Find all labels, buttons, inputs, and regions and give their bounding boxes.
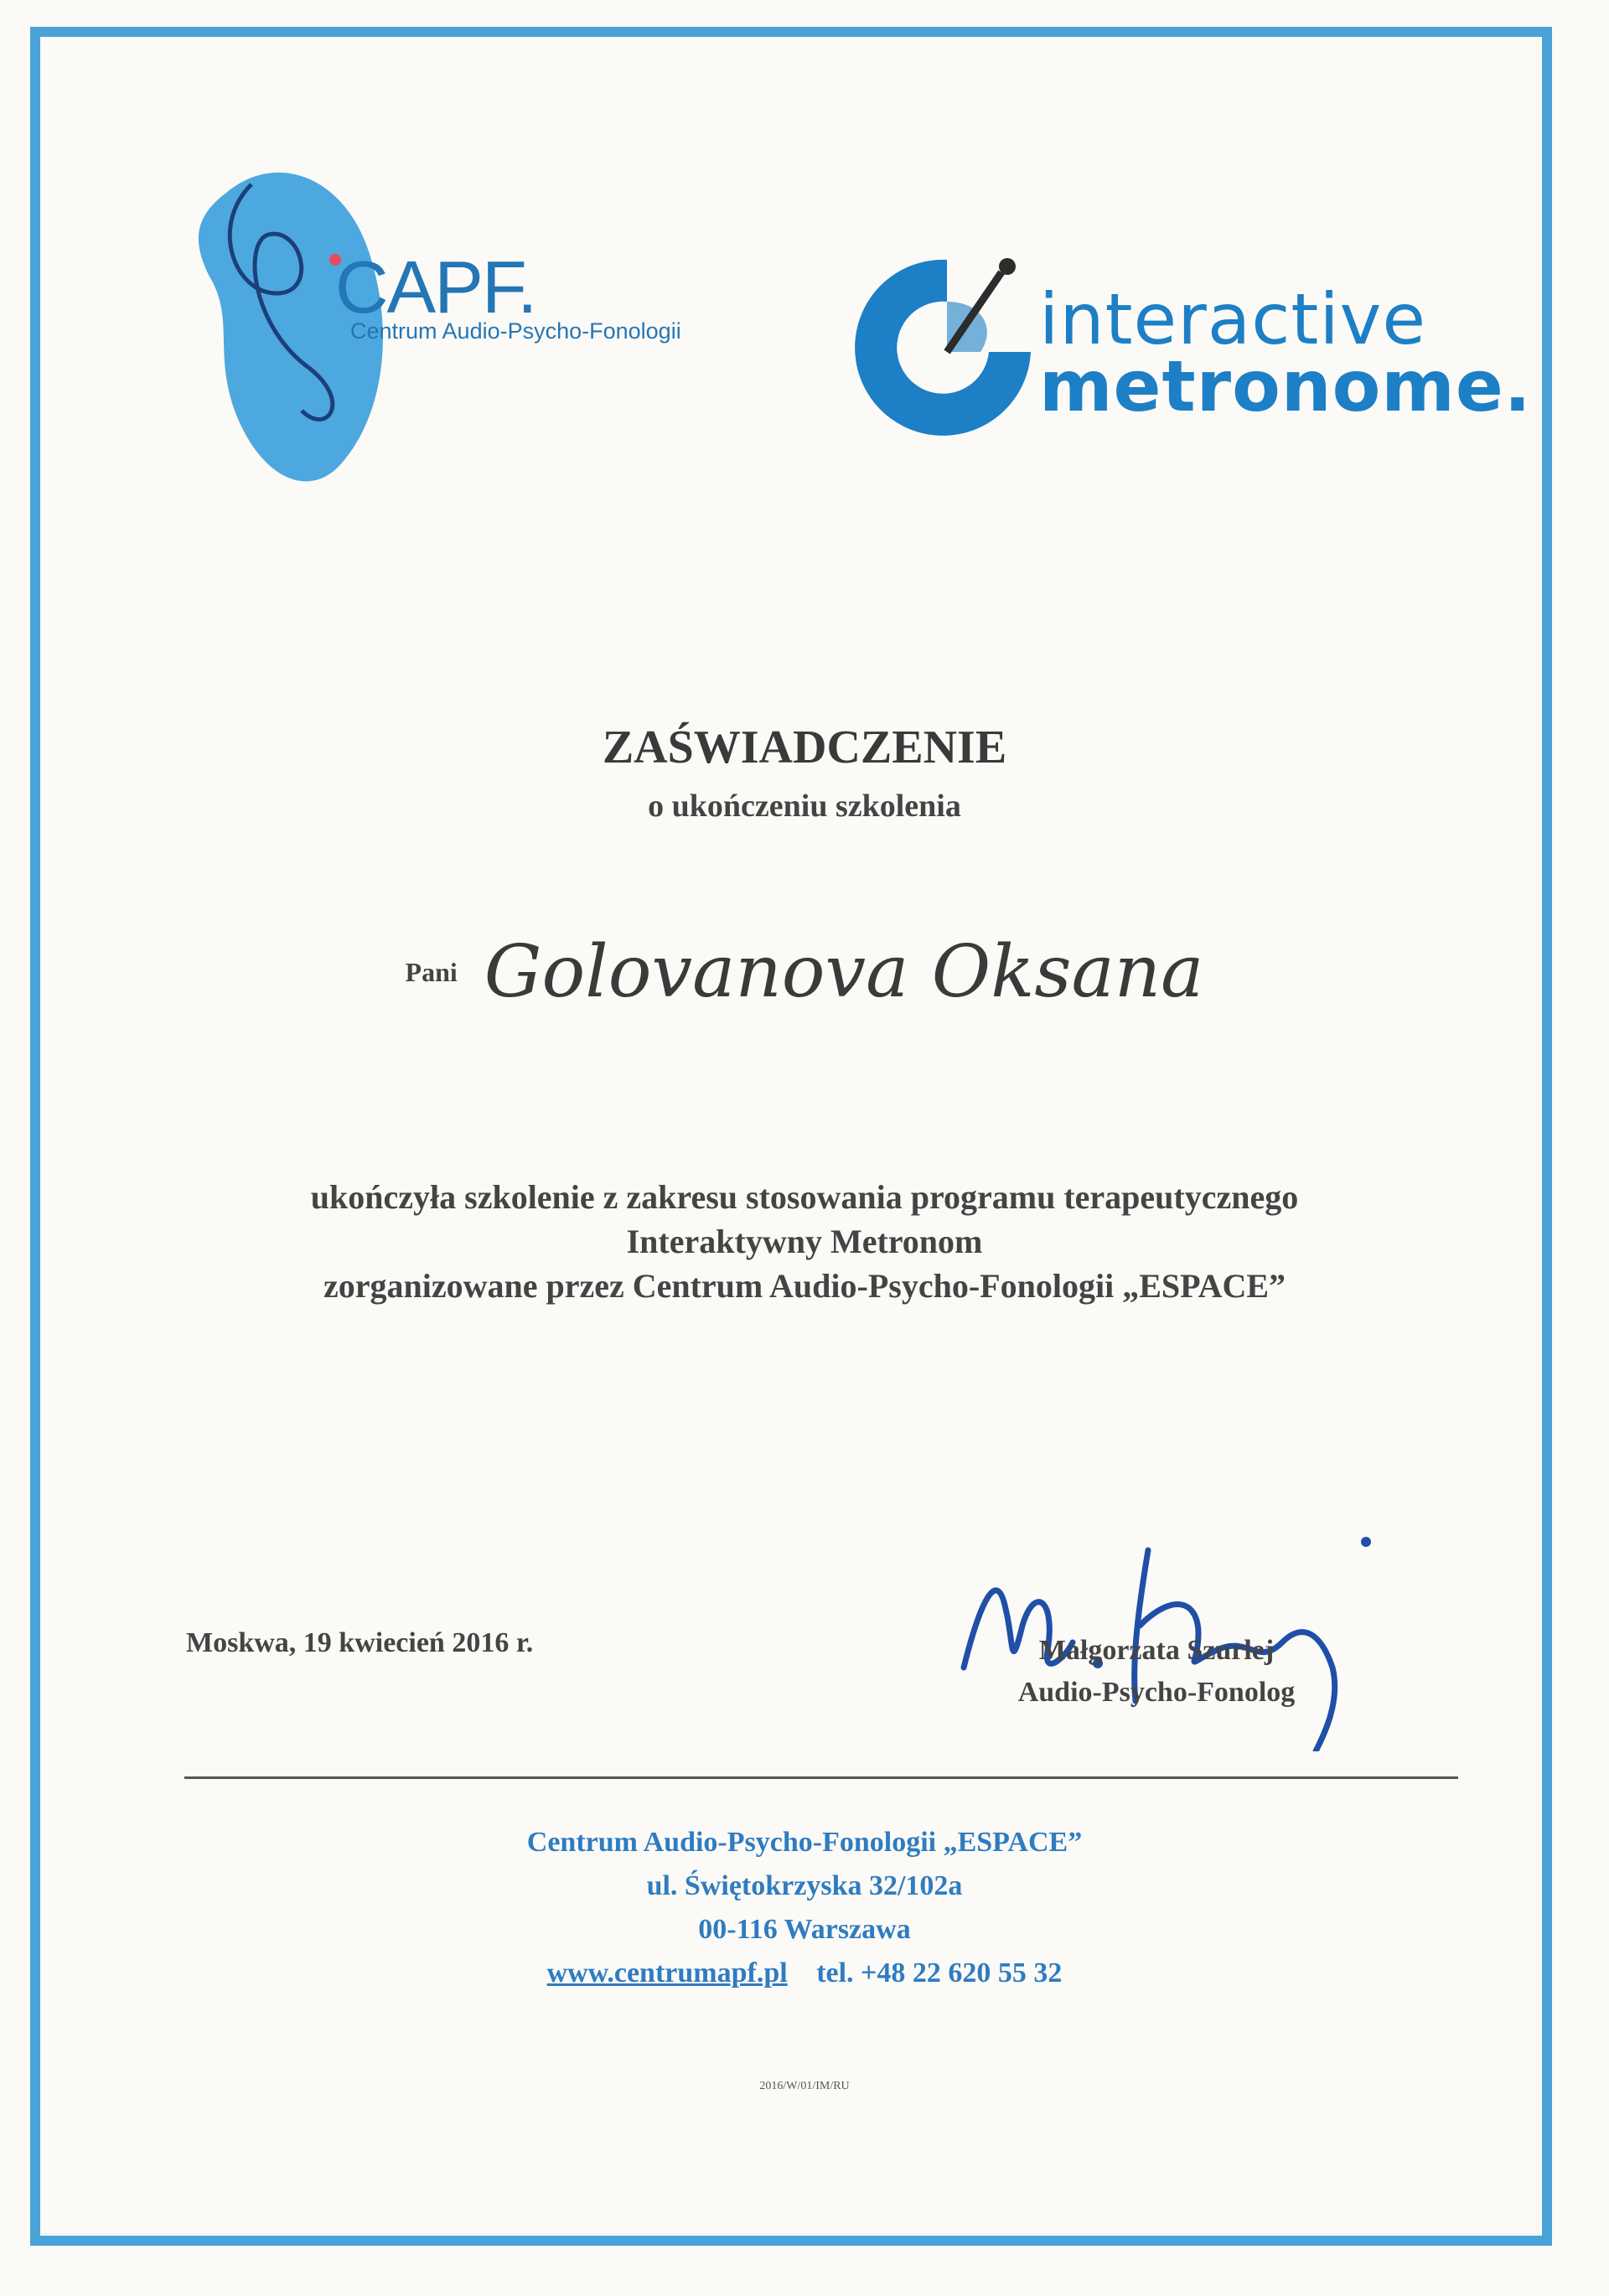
interactive-metronome-line2: metronome. xyxy=(1039,345,1532,427)
website-link[interactable]: www.centrumapf.pl xyxy=(546,1957,788,1988)
document-code: 2016/W/01/IM/RU xyxy=(759,2080,850,2092)
certificate-subtitle: o ukończeniu szkolenia xyxy=(648,789,961,824)
body-line-3: zorganizowane przez Centrum Audio-Psycho-Fonologii „ESPACE” xyxy=(323,1267,1286,1305)
footer-contact xyxy=(0,1957,1609,1989)
capf-logo-subtitle: Centrum Audio-Psycho-Fonologii xyxy=(350,318,681,344)
signer-title: Audio-Psycho-Fonolog xyxy=(1017,1677,1296,1708)
salutation: Pani xyxy=(405,956,458,987)
footer-divider xyxy=(184,1776,1458,1779)
body-line-1: ukończyła szkolenie z zakresu stosowania programu terapeutycznego xyxy=(310,1178,1299,1216)
place-date: Moskwa, 19 kwiecień 2016 r. xyxy=(186,1627,534,1658)
body-line-2: Interaktywny Metronom xyxy=(626,1223,983,1260)
signer-block xyxy=(989,1630,1324,1714)
footer-org: Centrum Audio-Psycho-Fonologii „ESPACE” xyxy=(526,1827,1083,1858)
interactive-metronome-line1: interactive xyxy=(1039,278,1427,360)
recipient-name: Golovanova Oksana xyxy=(484,930,1204,1014)
recipient-row xyxy=(0,930,1609,1014)
certificate-title: ZAŚWIADCZENIE xyxy=(602,721,1007,773)
signer-name: Małgorzata Szurlej xyxy=(1038,1635,1275,1666)
signature-image xyxy=(930,1500,1399,1751)
capf-logo-name: CAPF. xyxy=(335,246,536,328)
phone-number: tel. +48 22 620 55 32 xyxy=(816,1957,1063,1988)
footer-street: ul. Świętokrzyska 32/102a xyxy=(646,1870,963,1901)
footer-city: 00-116 Warszawa xyxy=(698,1914,911,1945)
